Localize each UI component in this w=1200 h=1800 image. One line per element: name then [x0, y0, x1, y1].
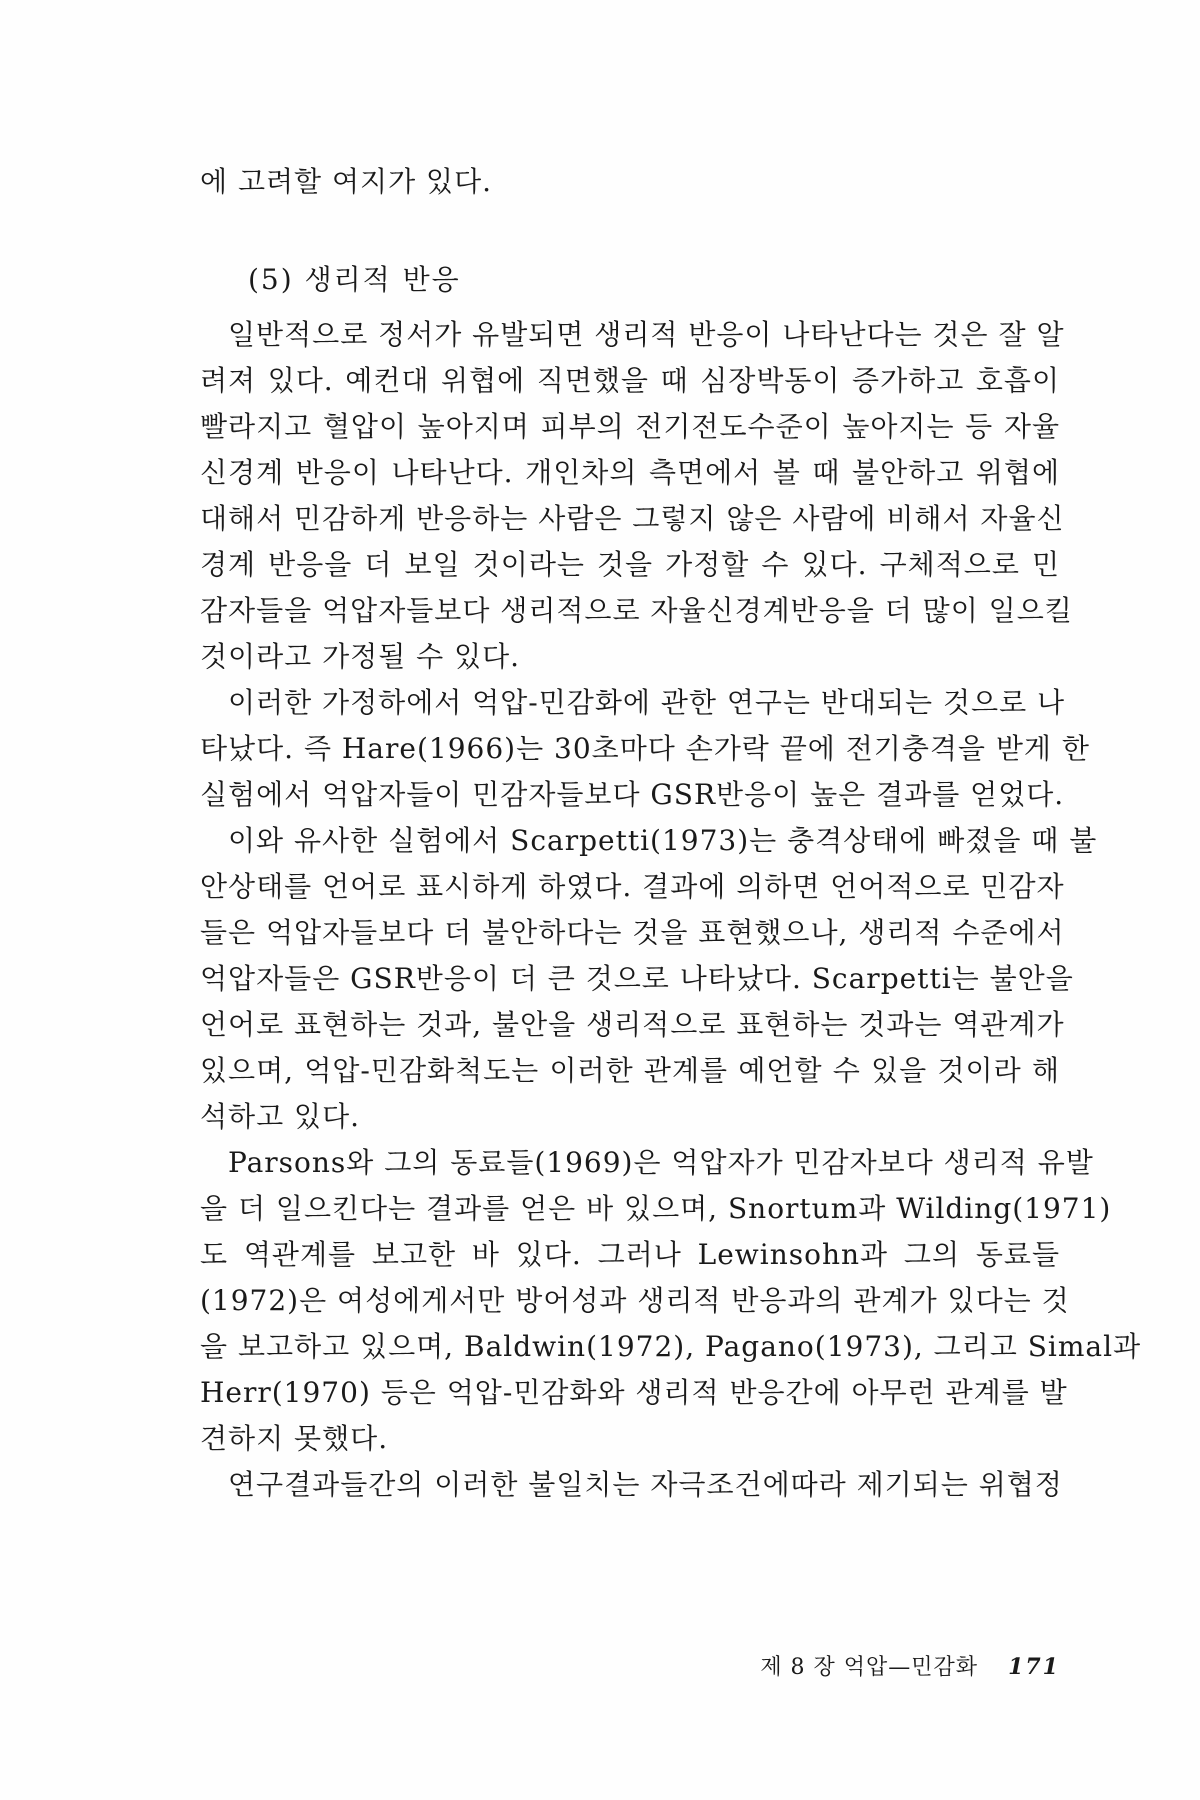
text-line: 빨라지고 혈압이 높아지며 피부의 전기전도수준이 높아지는 등 자율 — [200, 410, 1060, 443]
text-line: 언어로 표현하는 것과, 불안을 생리적으로 표현하는 것과는 역관계가 — [200, 1008, 1065, 1041]
intro-line: 에 고려할 여지가 있다. — [200, 165, 493, 198]
running-footer-chapter: 제 8 장 억압—민감화 — [760, 1655, 979, 1680]
text-line: 감자들을 억압자들보다 생리적으로 자율신경계반응을 더 많이 일으킬 — [200, 594, 1073, 627]
text-line: 대해서 민감하게 반응하는 사람은 그렇지 않은 사람에 비해서 자율신 — [200, 502, 1065, 535]
text-line: 석하고 있다. — [200, 1100, 361, 1133]
paragraph — [200, 818, 1098, 1140]
page-number: 171 — [1008, 1654, 1060, 1680]
text-line: 안상태를 언어로 표시하게 하였다. 결과에 의하면 언어적으로 민감자 — [200, 870, 1065, 903]
text-line: Herr(1970) 등은 억압-민감화와 생리적 반응간에 아무런 관계를 발 — [200, 1376, 1068, 1409]
text-line: 실험에서 억압자들이 민감자들보다 GSR반응이 높은 결과를 얻었다. — [200, 778, 1065, 811]
text-line: 이러한 가정하에서 억압-민감화에 관한 연구는 반대되는 것으로 나 — [228, 686, 1066, 719]
paragraph — [200, 680, 1090, 818]
text-line: 것이라고 가정될 수 있다. — [200, 640, 521, 673]
page-footer — [700, 1650, 1060, 1681]
text-line: 을 더 일으킨다는 결과를 얻은 바 있으며, Snortum과 Wilding(1971) — [200, 1192, 1112, 1225]
text-line: 경계 반응을 더 보일 것이라는 것을 가정할 수 있다. 구체적으로 민 — [200, 548, 1060, 581]
paragraph — [200, 1462, 1063, 1508]
text-line: 이와 유사한 실험에서 Scarpetti(1973)는 충격상태에 빠졌을 때 불 — [228, 824, 1098, 857]
body-text — [200, 312, 1142, 1508]
text-line: 도 역관계를 보고한 바 있다. 그러나 Lewinsohn과 그의 동료들 — [200, 1238, 1060, 1271]
text-line: 신경계 반응이 나타난다. 개인차의 측면에서 볼 때 불안하고 위협에 — [200, 456, 1060, 489]
text-line: 들은 억압자들보다 더 불안하다는 것을 표현했으나, 생리적 수준에서 — [200, 916, 1065, 949]
text-line: 타났다. 즉 Hare(1966)는 30초마다 손가락 끝에 전기충격을 받게 한 — [200, 732, 1090, 765]
text-line: (1972)은 여성에게서만 방어성과 생리적 반응과의 관계가 있다는 것 — [200, 1284, 1070, 1317]
text-line: 연구결과들간의 이러한 불일치는 자극조건에따라 제기되는 위협정 — [228, 1468, 1063, 1501]
paragraph — [200, 312, 1073, 680]
text-line: 을 보고하고 있으며, Baldwin(1972), Pagano(1973), 그리고 Simal과 — [200, 1330, 1142, 1363]
text-line: 일반적으로 정서가 유발되면 생리적 반응이 나타난다는 것은 잘 알 — [228, 318, 1065, 351]
section-heading: (5) 생리적 반응 — [248, 263, 461, 296]
paragraph — [200, 1140, 1142, 1462]
text-line: 려져 있다. 예컨대 위협에 직면했을 때 심장박동이 증가하고 호흡이 — [200, 364, 1060, 397]
text-line: 있으며, 억압-민감화척도는 이러한 관계를 예언할 수 있을 것이라 해 — [200, 1054, 1060, 1087]
text-line: 억압자들은 GSR반응이 더 큰 것으로 나타났다. Scarpetti는 불안을 — [200, 962, 1074, 995]
text-line: Parsons와 그의 동료들(1969)은 억압자가 민감자보다 생리적 유발 — [228, 1146, 1094, 1179]
text-line: 견하지 못했다. — [200, 1422, 389, 1455]
